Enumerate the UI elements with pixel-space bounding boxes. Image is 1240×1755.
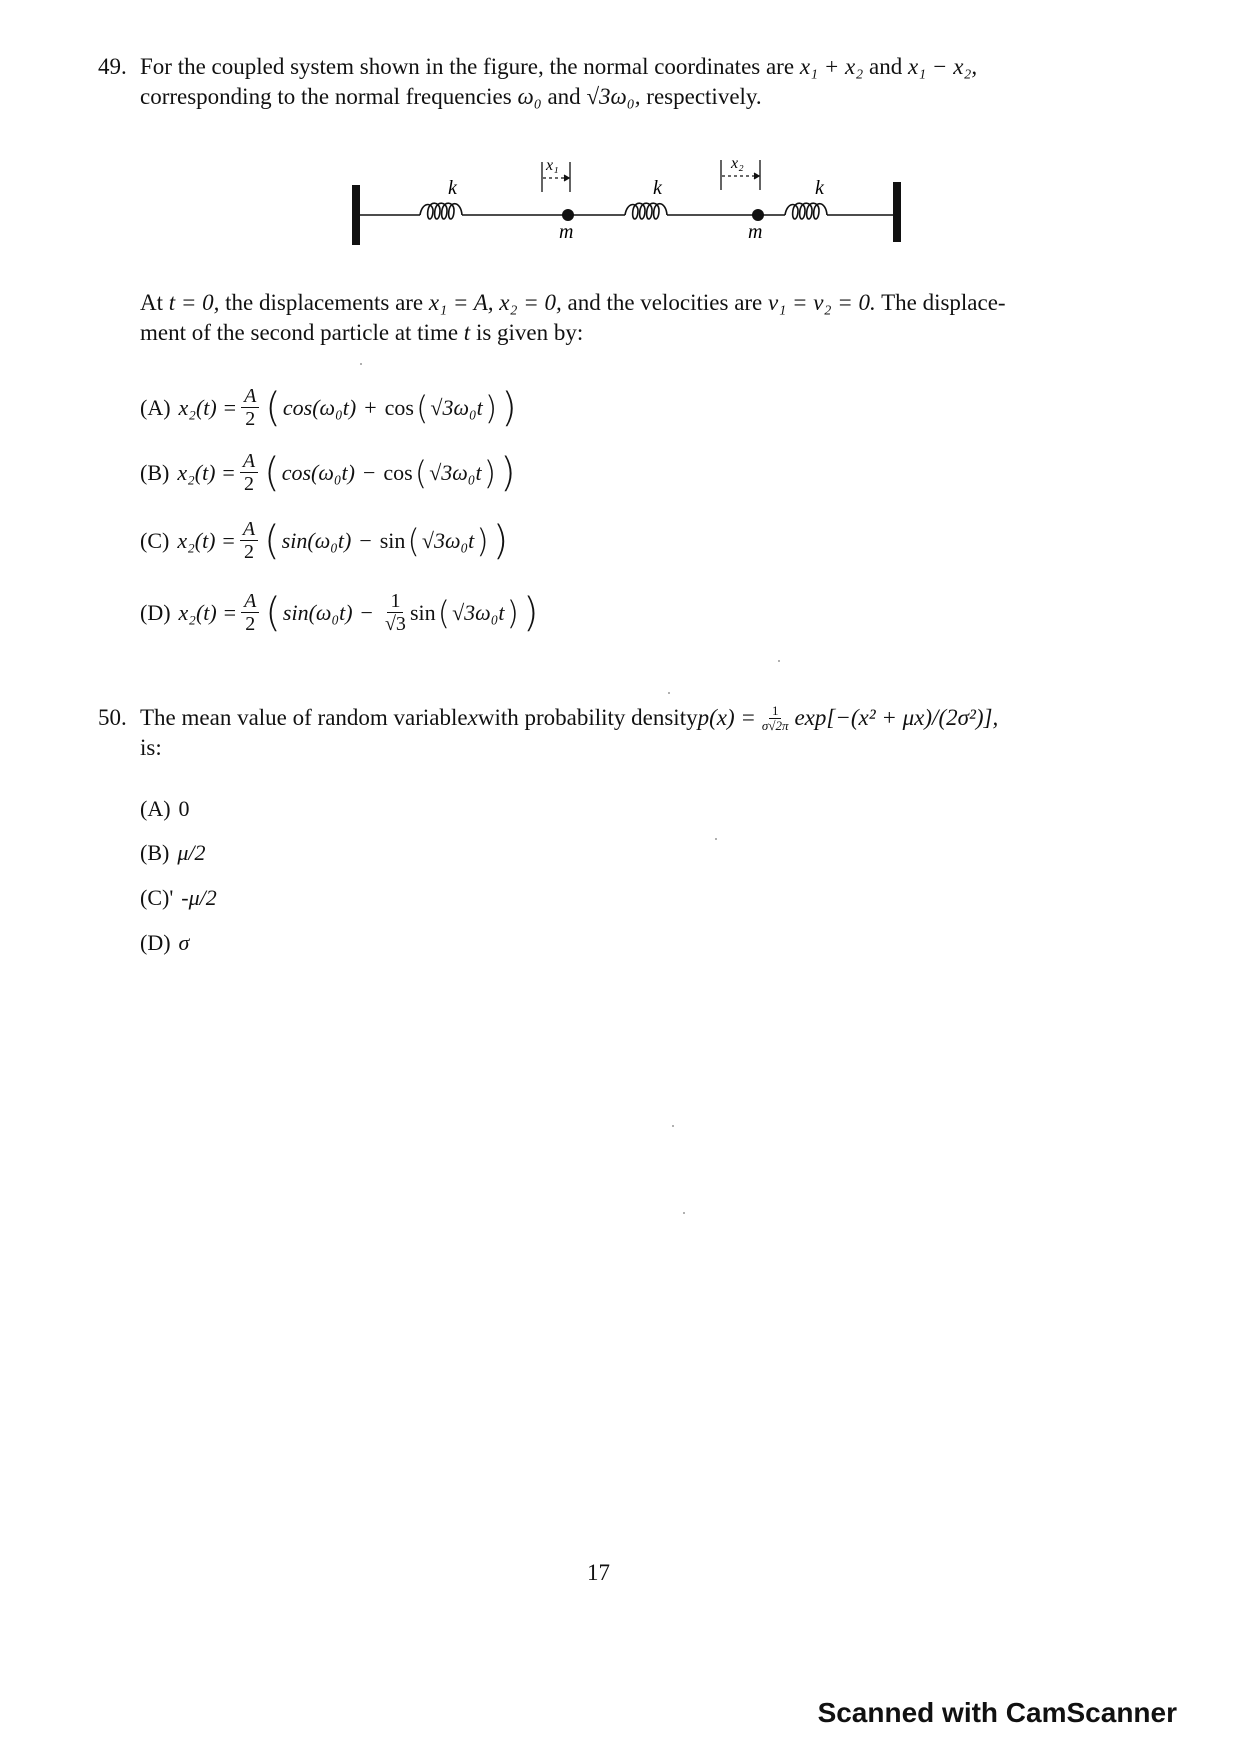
option-label: (D)	[140, 930, 171, 955]
option-label: (A)	[140, 394, 171, 420]
q50-option-c[interactable]	[140, 885, 217, 911]
q50-option-b[interactable]	[140, 840, 205, 866]
q49-math: ω₀	[517, 84, 542, 109]
open-paren: (	[437, 593, 451, 632]
q49-text: and	[863, 54, 908, 79]
question-49-statement	[140, 52, 1140, 112]
term-1: cos(ω₀t)	[281, 459, 355, 485]
q49-math: x₁ + x₂	[799, 54, 864, 79]
question-number: 50.	[98, 705, 127, 730]
option-lhs: x₂(t) =	[177, 527, 236, 553]
q49-text: the displacements are	[219, 290, 429, 315]
fraction	[241, 385, 259, 430]
spring-1-label: k	[448, 177, 457, 199]
q49-math: t	[463, 320, 471, 345]
q50-option-a[interactable]	[140, 796, 190, 822]
fraction-numerator: 1	[769, 704, 782, 719]
open-paren: (	[264, 449, 280, 496]
close-paren: )	[506, 593, 519, 632]
q49-text: For the coupled system shown in the figure, the normal coordinates are	[140, 54, 800, 79]
option-lhs: x₂(t) =	[178, 599, 238, 625]
q49-math: t = 0,	[168, 290, 220, 315]
close-paren: )	[483, 453, 497, 492]
q49-text: and	[541, 84, 587, 109]
function-name: sin	[379, 527, 406, 553]
function-name: cos	[384, 394, 414, 420]
operator: −	[360, 599, 373, 625]
fraction-denominator: √3	[384, 613, 406, 635]
operator: +	[364, 394, 377, 420]
fraction-numerator: A	[241, 590, 259, 613]
scan-speck	[715, 838, 717, 840]
fraction-denominator: 2	[243, 473, 254, 495]
left-wall	[352, 185, 360, 245]
function-name: cos	[383, 459, 413, 485]
coefficient-fraction	[385, 590, 406, 635]
option-lhs: x₂(t) =	[177, 459, 236, 485]
right-wall	[893, 182, 901, 242]
q49-math: x₁ = A, x₂ = 0,	[428, 290, 562, 315]
q49-option-c[interactable]	[140, 518, 510, 563]
close-paren: )	[484, 388, 498, 427]
open-paren: (	[414, 453, 428, 492]
spring-1	[360, 203, 568, 219]
spring-3	[758, 203, 893, 219]
option-label: (B)	[140, 459, 170, 485]
q49-text: respectively.	[640, 84, 762, 109]
q50-text: is:	[140, 735, 162, 760]
close-paren: )	[522, 589, 539, 636]
option-label: (B)	[140, 840, 170, 865]
q49-math: v₁ = v₂ = 0.	[768, 290, 876, 315]
option-value: 0	[178, 796, 190, 821]
function-argument: √3ω₀t	[421, 527, 475, 553]
q50-math: exp[−(x² + μx)/(2σ²)],	[794, 705, 999, 730]
mass-1-label: m	[559, 221, 574, 243]
q49-math: √3ω₀,	[586, 84, 641, 109]
fraction	[240, 518, 258, 563]
term-1: cos(ω₀t)	[282, 394, 357, 420]
q49-text: and the velocities are	[561, 290, 769, 315]
option-label: (C)	[140, 527, 170, 553]
page-number: 17	[587, 1560, 610, 1585]
open-paren: (	[407, 521, 420, 560]
open-paren: (	[265, 589, 281, 636]
q49-option-b[interactable]	[140, 450, 518, 495]
scan-speck	[683, 1212, 685, 1214]
q49-text: ment of the second particle at time	[140, 320, 464, 345]
option-value: -μ/2	[181, 885, 217, 910]
q50-math: p(x) =	[697, 705, 756, 730]
term-1: sin(ω₀t)	[281, 527, 352, 553]
q49-option-d[interactable]	[140, 590, 541, 635]
spring-2-label: k	[653, 177, 662, 199]
scan-speck	[672, 1125, 674, 1127]
q49-text: The displace-	[875, 290, 1006, 315]
disp-1-label: x₁	[546, 157, 559, 174]
function-name: sin	[409, 599, 436, 625]
q49-text: is given by:	[470, 320, 584, 345]
fraction-denominator: 2	[243, 541, 254, 563]
option-lhs: x₂(t) =	[178, 394, 238, 420]
q50-text: with probability density	[477, 705, 698, 730]
close-paren: )	[492, 517, 509, 564]
q49-text: At	[140, 290, 169, 315]
spring-2	[568, 203, 758, 219]
spring-3-label: k	[815, 177, 824, 199]
open-paren: (	[264, 517, 280, 564]
mass-2-label: m	[748, 221, 763, 243]
operator: −	[362, 459, 376, 485]
q49-math: x₁ − x₂,	[907, 54, 978, 79]
function-argument: √3ω₀t	[429, 459, 482, 485]
operator: −	[359, 527, 372, 553]
option-value: μ/2	[177, 840, 206, 865]
fraction-numerator: A	[241, 385, 259, 408]
scan-speck	[778, 660, 780, 662]
close-paren: )	[501, 384, 517, 431]
option-label: (C)'	[140, 885, 174, 910]
q49-initial-conditions	[140, 288, 1140, 348]
fraction	[241, 590, 259, 635]
scan-speck	[360, 363, 362, 365]
option-label: (D)	[140, 599, 171, 625]
open-paren: (	[415, 388, 429, 427]
option-label: (A)	[140, 796, 171, 821]
fraction-denominator: σ√2π	[761, 717, 789, 733]
fraction-denominator: 2	[245, 408, 256, 430]
fraction-numerator: 1	[387, 590, 403, 613]
prefactor-fraction	[762, 704, 789, 733]
open-paren: (	[265, 384, 281, 431]
close-paren: )	[476, 521, 489, 560]
function-argument: √3ω₀t	[430, 394, 483, 420]
q50-math: x	[467, 705, 478, 730]
scanner-watermark: Scanned with CamScanner	[817, 1697, 1177, 1728]
scan-speck	[668, 692, 670, 694]
disp-2-label: x₂	[731, 155, 744, 172]
function-argument: √3ω₀t	[452, 599, 505, 625]
q50-option-d[interactable]	[140, 930, 189, 956]
option-value: σ	[178, 930, 190, 955]
q50-text: The mean value of random variable	[140, 705, 468, 730]
fraction-numerator: A	[240, 518, 258, 541]
q49-option-a[interactable]	[140, 385, 519, 430]
coupled-oscillator-figure	[340, 150, 920, 260]
q49-text: corresponding to the normal frequencies	[140, 84, 518, 109]
fraction-denominator: 2	[245, 613, 256, 635]
close-paren: )	[500, 449, 516, 496]
term-1: sin(ω₀t)	[282, 599, 353, 625]
fraction-numerator: A	[240, 450, 258, 473]
question-50-statement	[140, 703, 1140, 763]
question-number: 49.	[98, 54, 127, 79]
fraction	[240, 450, 258, 495]
